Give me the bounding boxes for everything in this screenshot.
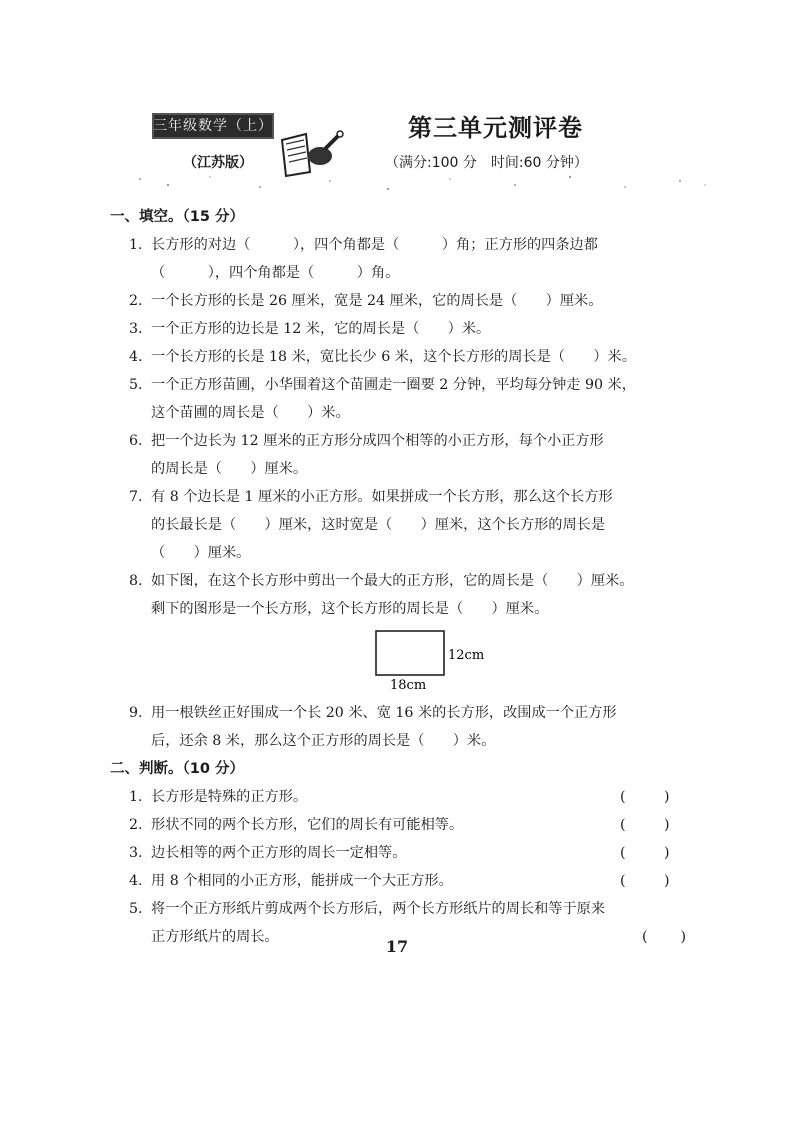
- judgement-2: 2. 形状不同的两个长方形，它们的周长有可能相等。 ( ): [110, 811, 690, 839]
- judgement-4: 4. 用 8 个相同的小正方形，能拼成一个大正方形。 ( ): [110, 867, 690, 895]
- rectangle-shape: [376, 631, 444, 675]
- figure-width-label: 18cm: [390, 678, 427, 689]
- exam-body: 一、填空。（15 分） 1. 长方形的对边（ ），四个角都是（ ）角；正方形的四条边都 （ ），四个角都是（ ）角。 2. 一个长方形的长是 26 厘米，宽是 24 厘米，它的周长是（ ）厘米。 3. 一个正方形的边长是 12 米，它的周长是（ ）米。 4. 一个长方形的长是 18 米，宽比长少 6 米，这个长方形的周长是（ ）米。 5. 一个正方形苗圃，小华围着这个苗圃走一圈要 2 分钟，平均每分钟走 90 米， 这个苗圃的周长是（ ）米。 6. 把一个边长为 12 厘米的正方形分成四个相等的小正方形，每个小正方形 的周长是（ ）厘米。 7. 有 8 个边长是 1 厘米的小正方形。如果拼成一个长方形，那么这个长方形 的长最长是（ ）厘米，这时宽是（ ）厘米，这个长方形的周长是 （ ）厘米。 8. 如下图，在这个长方形中剪出一个最大的正方形，它的周长是（ ）厘米。 剩下的图形是一个长方形，这个长方形的周长是（ ）厘米。 12cm 18cm 9. 用一根铁丝正好围成一个长 20 米、宽 16 米的长方形，改围成一个正方形 后，还余 8 米，那么这个正方形的周长是（ ）米。 二、判断。（10 分） 1. 长方形是特殊的正方形。 ( ) 2. 形状不同的两个长方形，它们的周长有可能相等。 ( ) 3. 边长相等的两个正方形的周长一定相等。 ( ) 4. 用 8 个相同的小正方形，能拼成一个大正方形。 ( ) 5. 将一个正方形纸片剪成两个长方形后，两个长方形纸片的周长和等于原来 正方形纸片的周长。 ( ): [110, 203, 690, 951]
- question-6: 6. 把一个边长为 12 厘米的正方形分成四个相等的小正方形，每个小正方形: [129, 433, 604, 449]
- page-number: 17: [385, 937, 409, 956]
- answer-blank[interactable]: ( ): [620, 789, 670, 805]
- edition-label: （江苏版）: [183, 155, 253, 171]
- answer-blank[interactable]: ( ): [642, 929, 686, 945]
- rectangle-figure: [110, 625, 690, 687]
- question-3: 3. 一个正方形的边长是 12 米，它的周长是（ ）米。: [129, 321, 491, 337]
- figure-height-label: 12cm: [448, 648, 485, 663]
- exam-meta: （满分:100 分 时间:60 分钟）: [385, 155, 588, 171]
- question-5: 5. 一个正方形苗圃，小华围着这个苗圃走一圈要 2 分钟，平均每分钟走 90 米，: [129, 377, 636, 393]
- judgement-1: 1. 长方形是特殊的正方形。 ( ): [110, 783, 690, 811]
- section-heading-judgement: 二、判断。（10 分）: [110, 761, 244, 777]
- question-8: 8. 如下图，在这个长方形中剪出一个最大的正方形，它的周长是（ ）厘米。: [129, 573, 634, 589]
- question-9: 9. 用一根铁丝正好围成一个长 20 米、宽 16 米的长方形，改围成一个正方形: [129, 705, 617, 721]
- answer-blank[interactable]: ( ): [620, 845, 670, 861]
- page-title: 第三单元测评卷: [408, 113, 583, 142]
- answer-blank[interactable]: ( ): [620, 873, 670, 889]
- question-1: 1. 长方形的对边（ ），四个角都是（ ）角；正方形的四条边都: [129, 237, 598, 253]
- judgement-3: 3. 边长相等的两个正方形的周长一定相等。 ( ): [110, 839, 690, 867]
- page-header: [0, 0, 794, 200]
- question-4: 4. 一个长方形的长是 18 米，宽比长少 6 米，这个长方形的周长是（ ）米。: [129, 349, 636, 365]
- answer-blank[interactable]: ( ): [620, 817, 670, 833]
- print-speckle-decoration: [120, 165, 720, 195]
- section-heading-fill-in: 一、填空。（15 分）: [110, 209, 244, 225]
- question-7: 7. 有 8 个边长是 1 厘米的小正方形。如果拼成一个长方形，那么这个长方形: [129, 489, 613, 505]
- series-badge: 三年级数学（上）: [152, 113, 274, 139]
- judgement-5: 5. 将一个正方形纸片剪成两个长方形后，两个长方形纸片的周长和等于原来: [129, 901, 606, 917]
- question-2: 2. 一个长方形的长是 26 厘米，宽是 24 厘米，它的周长是（ ）厘米。: [129, 293, 603, 309]
